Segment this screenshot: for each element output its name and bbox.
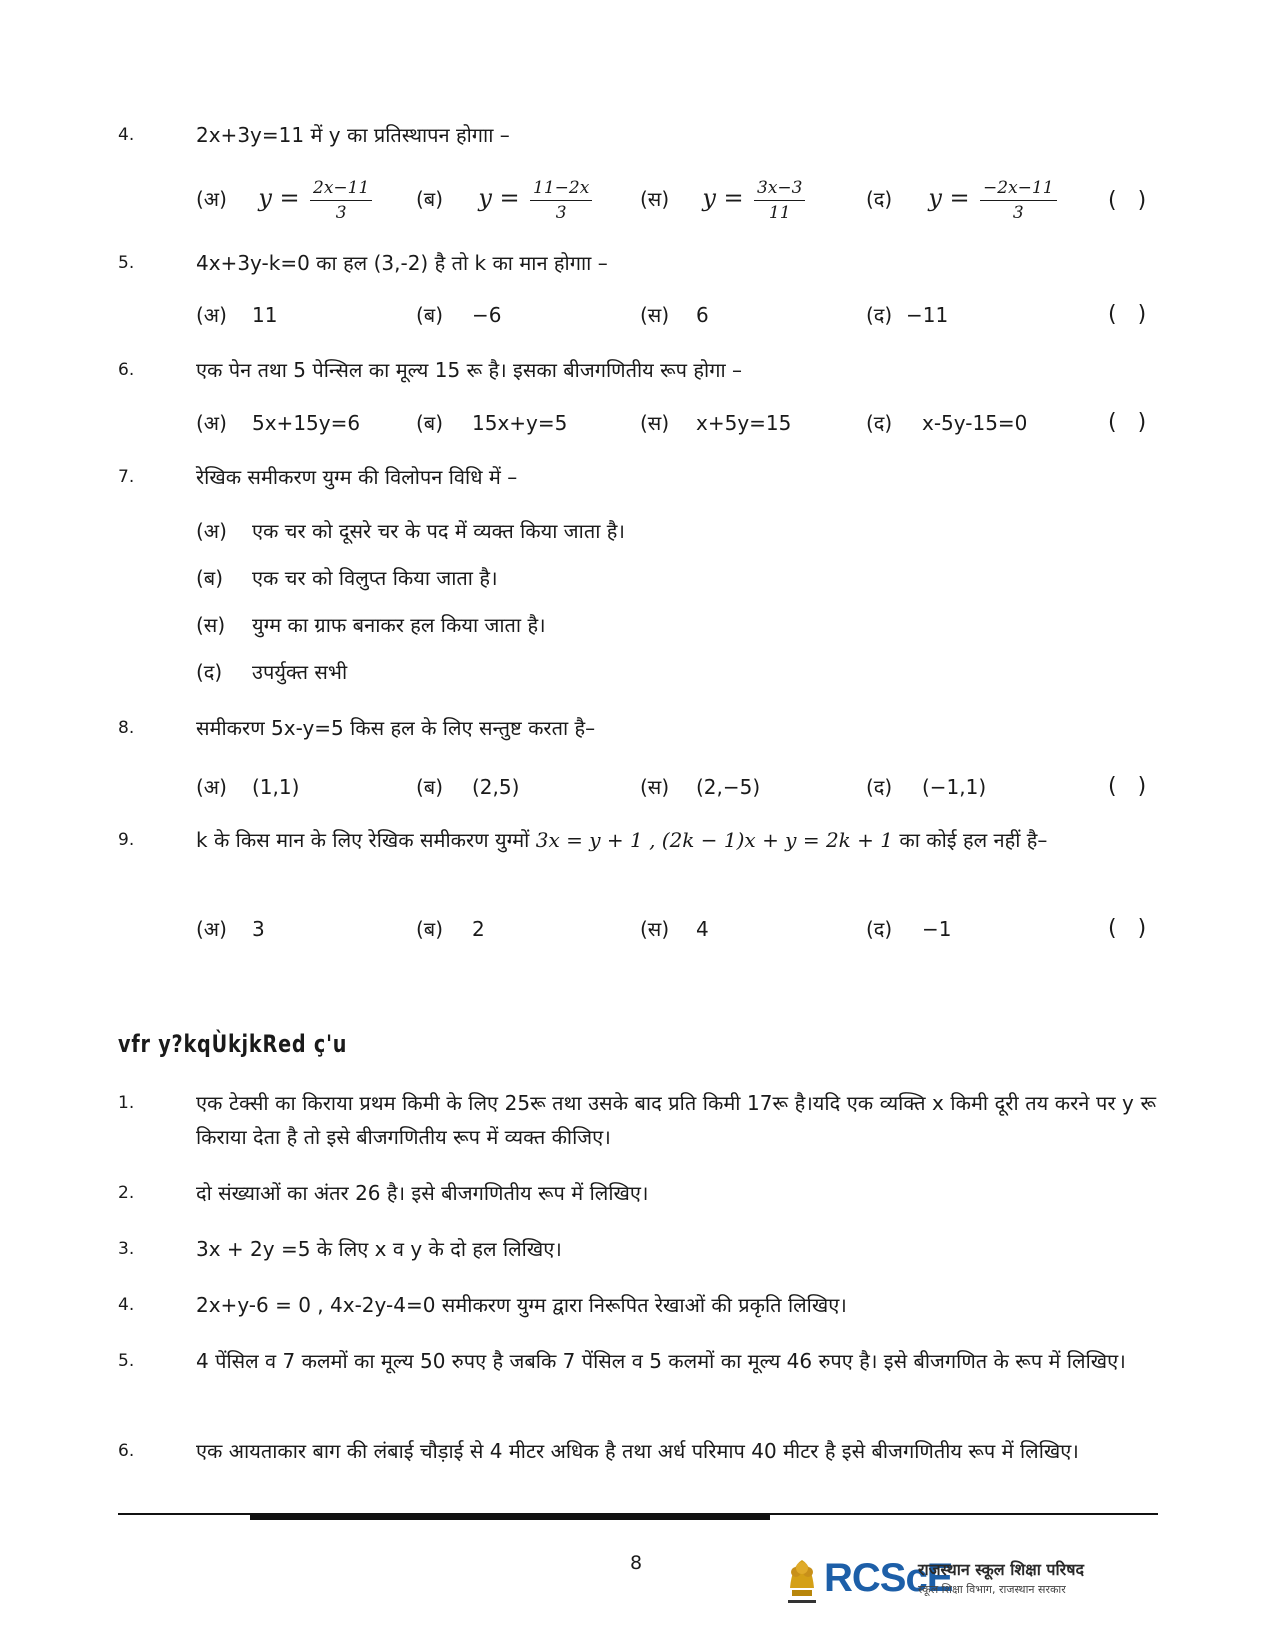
question-number: 6. (118, 360, 135, 380)
option-value: 5x+15y=6 (252, 411, 361, 435)
math-lhs: y = (258, 184, 300, 212)
question-number: 7. (118, 467, 135, 487)
question-number: 3. (118, 1239, 135, 1259)
option-d (196, 655, 347, 689)
fraction (980, 178, 1057, 223)
denominator: 3 (1012, 203, 1024, 223)
option-label: (द) (866, 411, 893, 435)
option-value: (2,−5) (696, 775, 761, 799)
question-text: 4x+3y-k=0 का हल (3,-2) है तो k का मान होगाा – (196, 251, 608, 275)
option-label: (स) (640, 303, 670, 327)
option-value: 3 (252, 917, 265, 941)
fraction (530, 178, 592, 223)
option-label: (स) (640, 187, 670, 211)
section-heading: vfr y?kqÙkjkRed ç'u (118, 1030, 348, 1058)
option-value: 6 (696, 303, 709, 327)
math-lhs: y = (928, 184, 970, 212)
page-number: 8 (630, 1552, 643, 1574)
question-number: 6. (118, 1441, 135, 1461)
option-a (196, 770, 299, 804)
question-number: 8. (118, 718, 135, 738)
option-c (196, 608, 546, 642)
option-b (416, 178, 592, 223)
option-value: (1,1) (252, 775, 300, 799)
option-value: एक चर को विलुप्त किया जाता है। (252, 566, 498, 590)
fraction (754, 178, 805, 223)
question-text: एक आयताकार बाग की लंबाई चौड़ाई से 4 मीटर अधिक है तथा अर्ध परिमाप 40 मीटर है इसे बीजगणितीय रूप में लिखिए। (196, 1439, 1079, 1463)
option-b (416, 406, 567, 440)
question-text-part: का कोई हल नहीं है– (899, 828, 1048, 852)
footer-rule-thick (250, 1514, 770, 1520)
fraction (310, 178, 372, 223)
option-label: (द) (866, 187, 893, 211)
question-number: 5. (118, 1351, 135, 1371)
question-number: 1. (118, 1093, 135, 1113)
question-text: 4 पेंसिल व 7 कलमों का मूल्य 50 रुपए है जबकि 7 पेंसिल व 5 कलमों का मूल्य 46 रुपए है। इसे बीजगणित के रूप में लिखिए। (196, 1349, 1126, 1373)
question-text: एक टेक्सी का किराया प्रथम किमी के लिए 25रू तथा उसके बाद प्रति किमी 17रू है।यदि एक व्यक्ति x किमी दूरी तय करने पर y रू किराया देता है तो इसे बीजगणितीय रूप में व्यक्त कीजिए। (196, 1091, 1156, 1149)
numerator: 11−2x (530, 178, 592, 201)
option-value: −6 (472, 303, 502, 327)
denominator: 3 (555, 203, 567, 223)
question-number: 4. (118, 1295, 135, 1315)
numerator: −2x−11 (980, 178, 1057, 201)
option-label: (अ) (196, 917, 227, 941)
option-value: x+5y=15 (696, 411, 792, 435)
numerator: 3x−3 (754, 178, 805, 201)
option-b (196, 561, 498, 595)
option-label: (ब) (416, 411, 444, 435)
option-a (196, 406, 360, 440)
denominator: 3 (335, 203, 347, 223)
option-value: −1 (922, 917, 952, 941)
question-text: रेखिक समीकरण युग्म की विलोपन विधि में – (196, 465, 518, 489)
option-label: (अ) (196, 187, 227, 211)
question-number: 5. (118, 253, 135, 273)
option-value: x-5y-15=0 (922, 411, 1028, 435)
option-value: 4 (696, 917, 709, 941)
option-label: (ब) (416, 187, 444, 211)
option-label: (ब) (416, 775, 444, 799)
option-label: (अ) (196, 519, 227, 543)
option-d (866, 770, 986, 804)
option-label: (द) (866, 775, 893, 799)
question-text-part: k के किस मान के लिए रेखिक समीकरण युग्मों (196, 828, 530, 852)
answer-box: ( ) (1108, 916, 1147, 941)
option-c (640, 298, 709, 332)
option-c (640, 406, 791, 440)
question-number: 2. (118, 1183, 135, 1203)
option-label: (ब) (416, 917, 444, 941)
denominator: 11 (768, 203, 791, 223)
option-d (866, 178, 1057, 223)
option-b (416, 770, 519, 804)
option-label: (द) (866, 303, 893, 327)
option-label: (अ) (196, 303, 227, 327)
option-d (866, 298, 948, 332)
option-b (416, 912, 485, 946)
question-text (196, 823, 1156, 857)
option-label: (स) (196, 613, 226, 637)
option-c (640, 912, 709, 946)
question-text: समीकरण 5x-y=5 किस हल के लिए सन्तुष्ट करता है– (196, 716, 596, 740)
question-text: एक पेन तथा 5 पेन्सिल का मूल्य 15 रू है। इसका बीजगणितीय रूप होगा – (196, 358, 742, 382)
question-text: 2x+y-6 = 0 , 4x-2y-4=0 समीकरण युग्म द्वारा निरूपित रेखाओं की प्रकृति लिखिए। (196, 1293, 847, 1317)
option-value: युग्म का ग्राफ बनाकर हल किया जाता है। (252, 613, 546, 637)
question-text: 3x + 2y =5 के लिए x व y के दो हल लिखिए। (196, 1237, 562, 1261)
option-value: 11 (252, 303, 278, 327)
option-value: 15x+y=5 (472, 411, 568, 435)
option-label: (स) (640, 411, 670, 435)
option-label: (अ) (196, 775, 227, 799)
equation-pair: 3x = y + 1 , (2k − 1)x + y = 2k + 1 (535, 828, 893, 852)
question-number: 9. (118, 830, 135, 850)
math-lhs: y = (478, 184, 520, 212)
option-value: (−1,1) (922, 775, 987, 799)
org-subtitle: स्कूल शिक्षा विभाग, राजस्थान सरकार (918, 1583, 1066, 1596)
option-value: −11 (906, 303, 949, 327)
org-name: राजस्थान स्कूल शिक्षा परिषद (918, 1560, 1084, 1579)
question-text: दो संख्याओं का अंतर 26 है। इसे बीजगणितीय रूप में लिखिए। (196, 1181, 649, 1205)
option-a (196, 912, 265, 946)
option-label: (द) (196, 660, 223, 684)
option-value: (2,5) (472, 775, 520, 799)
option-d (866, 406, 1027, 440)
option-a (196, 178, 372, 223)
option-label: (ब) (416, 303, 444, 327)
option-b (416, 298, 501, 332)
option-a (196, 298, 277, 332)
option-label: (ब) (196, 566, 224, 590)
answer-box: ( ) (1108, 774, 1147, 799)
numerator: 2x−11 (310, 178, 372, 201)
state-emblem-icon (782, 1552, 822, 1610)
answer-box: ( ) (1108, 302, 1147, 327)
logo-wordmark: RCScE (824, 1556, 953, 1600)
option-label: (स) (640, 917, 670, 941)
option-label: (स) (640, 775, 670, 799)
answer-box: ( ) (1108, 410, 1147, 435)
question-number: 4. (118, 125, 135, 145)
option-c (640, 178, 805, 223)
option-label: (द) (866, 917, 893, 941)
option-d (866, 912, 951, 946)
answer-box: ( ) (1108, 188, 1147, 213)
math-lhs: y = (702, 184, 744, 212)
option-value: 2 (472, 917, 485, 941)
option-label: (अ) (196, 411, 227, 435)
option-a (196, 514, 625, 548)
rcsce-logo (782, 1552, 1158, 1610)
option-value: उपर्युक्त सभी (252, 660, 348, 684)
question-text: 2x+3y=11 में y का प्रतिस्थापन होगाा – (196, 123, 510, 147)
option-value: एक चर को दूसरे चर के पद में व्यक्त किया जाता है। (252, 519, 625, 543)
option-c (640, 770, 760, 804)
